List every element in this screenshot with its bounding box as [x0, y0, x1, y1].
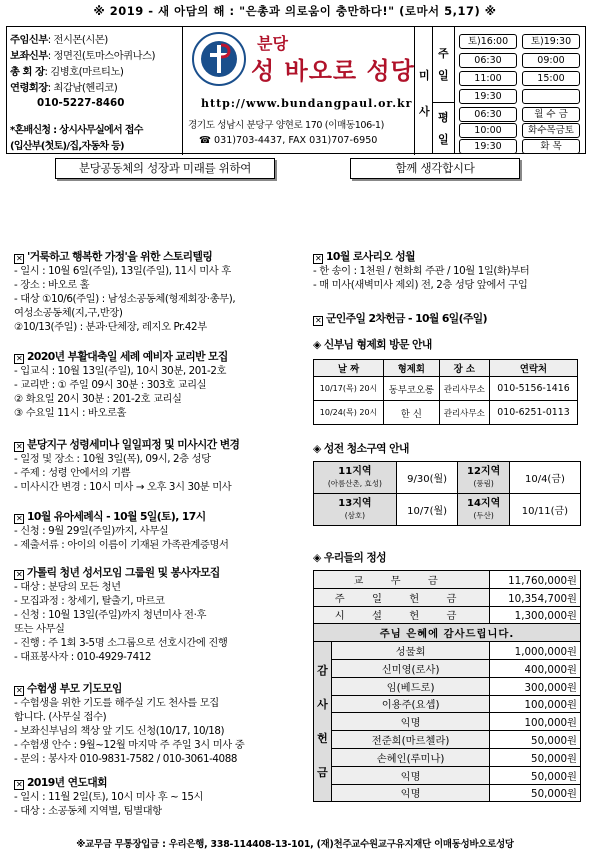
church-title-block — [185, 27, 414, 155]
table-row — [314, 695, 581, 713]
sunday-label-char: 일 — [438, 69, 449, 82]
notice-title-text: 수험생 부모 기도모임 — [27, 682, 122, 695]
checkbox-icon: ✕ — [314, 316, 322, 325]
notice-line: - 대상 : 소공동체 지역별, 팀별대항 — [14, 805, 162, 817]
contact-phone: 010-5227-8460 — [37, 97, 125, 109]
clean-zone — [314, 462, 397, 494]
notice-line: - 수험생을 위한 기도를 해주실 기도 천사를 모집 — [14, 697, 219, 709]
table-row — [314, 731, 581, 749]
donor-amount: 50,000원 — [490, 731, 581, 749]
weekday-mass-time: 월 수 금 — [522, 107, 580, 122]
right-section-heading: 함께 생각합시다 — [350, 158, 520, 179]
table-row — [314, 401, 578, 425]
left-quote-line: "오늘도 고생했어요-!!" 라는 — [81, 207, 239, 220]
clean-zone-name: 11지역 — [338, 465, 372, 477]
sunday-mass-time: 15:00 — [522, 71, 580, 86]
notice-line: - 대상 : 분당의 모든 청년 — [14, 581, 121, 593]
sunday-mass-time: 토)16:00 — [459, 34, 517, 49]
visit-cell: 010-6251-0113 — [489, 401, 577, 425]
notice-item — [14, 438, 308, 494]
left-section-heading: 분당공동체의 성장과 미래를 위하여 — [55, 158, 275, 179]
clean-date: 10/4(금) — [509, 462, 580, 494]
left-quote-line: 한마디로 에너지를 드립니다. — [81, 225, 238, 238]
visit-heading: ◈ 신부님 형제회 방문 안내 — [313, 338, 432, 351]
sunday-mass-time: 06:30 — [459, 53, 517, 68]
visit-cell: 관리사무소 — [439, 401, 489, 425]
visit-cell: 10/17(목) 20시 — [314, 377, 384, 401]
notice-line: - 주제 : 성령 안에서의 기쁨 — [14, 467, 131, 479]
notice-title — [14, 350, 308, 364]
clean-date: 10/11(금) — [509, 494, 580, 526]
clean-title: 성전 청소구역 안내 — [323, 442, 409, 455]
thanks-offering-char: 사 — [317, 697, 328, 711]
left-quote-box — [14, 170, 306, 246]
notice-line: ③ 수요일 11시 : 바오로홀 — [14, 407, 127, 419]
notice-line: - 미사시간 변경 : 10시 미사 → 오후 3시 30분 미사 — [14, 481, 232, 493]
notice-title — [14, 566, 308, 580]
donor-name: 임(베드로) — [332, 677, 490, 695]
donor-name: 손혜인(루미나) — [332, 748, 490, 766]
notice-title — [14, 250, 308, 264]
notice-item — [14, 350, 308, 420]
visit-cell: 010-5156-1416 — [489, 377, 577, 401]
table-row — [314, 462, 581, 494]
donor-name: 익명 — [332, 784, 490, 802]
weekday-mass-time: 10:00 — [459, 123, 517, 138]
sunday-mass-time: 09:00 — [522, 53, 580, 68]
staff-row — [10, 63, 123, 78]
visit-cell: 동부코오롱 — [384, 377, 439, 401]
thanks-offering-char: 헌 — [317, 731, 328, 745]
registration-line: (입산부(첫토)/집,자동차 등) — [10, 141, 124, 152]
mass-label-char: 미 — [419, 69, 430, 82]
footer-bank-info: ※교무금 무통장입금 : 우리은행, 338-114408-13-101, (재)천주교수원교구유지재단 이매동성바오로성당 — [76, 839, 514, 850]
staff-name: : 김병호(마르티노) — [44, 66, 124, 78]
checkbox-icon: ✕ — [314, 254, 322, 263]
staff-role: 총 회 장 — [10, 66, 45, 78]
church-address: 경기도 성남시 분당구 양현로 170 (이매동106-1) — [188, 120, 384, 131]
notice-line: ②10/13(주일) : 분과·단체장, 레지오 Pr.42부 — [14, 321, 207, 333]
table-row — [314, 784, 581, 802]
notice-line: - 매 미사(새벽미사 제외) 전, 2층 성당 앞에서 구입 — [313, 279, 528, 291]
notice-title-text: 2020년 부활대축일 세례 예비자 교리반 모집 — [27, 350, 228, 363]
table-row — [314, 377, 578, 401]
clean-zone — [458, 462, 510, 494]
table-row — [314, 571, 581, 589]
checkbox-icon: ✕ — [15, 780, 23, 789]
donor-amount: 50,000원 — [490, 784, 581, 802]
notice-title — [14, 682, 308, 696]
checkbox-icon: ✕ — [15, 254, 23, 263]
donor-amount: 300,000원 — [490, 677, 581, 695]
notice-line: - 보좌신부님의 책상 앞 기도 신청(10/17, 10/18) — [14, 725, 225, 737]
clean-zone — [314, 494, 397, 526]
staff-name: : 정면진(토마스아퀴나스) — [47, 50, 156, 62]
offering-label: 교 무 금 — [314, 571, 490, 589]
notice-line: - 문의 : 봉사자 010-9831-7582 / 010-3061-4088 — [14, 753, 238, 765]
staff-role: 연령회장 — [10, 82, 48, 94]
staff-row — [10, 31, 108, 46]
thanks-offering-char: 금 — [317, 765, 328, 779]
right-quote-line: 나의 신앙생활 : — [405, 189, 491, 202]
notice-item — [14, 250, 308, 334]
table-row — [314, 588, 581, 606]
staff-row — [10, 47, 155, 62]
notice-line: 또는 사무실 — [14, 623, 65, 635]
offering-amount: 1,300,000원 — [490, 606, 581, 624]
clean-heading: ◈ 성전 청소구역 안내 — [313, 442, 409, 455]
clean-date: 9/30(월) — [396, 462, 458, 494]
donor-amount: 400,000원 — [490, 659, 581, 677]
fund-title: 우리들의 정성 — [323, 551, 387, 564]
staff-role: 보좌신부 — [10, 50, 48, 62]
table-row — [314, 677, 581, 695]
notice-title-text: '거룩하고 행복한 가정'을 위한 스토리텔링 — [27, 250, 213, 263]
clean-zone-area: (아름산촌, 효성) — [327, 478, 382, 488]
notice-line: - 입교식 : 10월 13일(주일), 10시 30분, 201-2호 — [14, 365, 227, 377]
notice-item — [313, 312, 583, 326]
staff-name: : 전시몬(시몬) — [47, 34, 108, 46]
donor-amount: 50,000원 — [490, 748, 581, 766]
visit-title: 신부님 형제회 방문 안내 — [323, 338, 432, 351]
notice-title — [14, 438, 308, 452]
checkbox-icon: ✕ — [15, 514, 23, 523]
notice-line: - 신청 : 9월 29일(주일)까지, 사무실 — [14, 525, 169, 537]
thanks-offering-char: 감 — [317, 663, 328, 677]
registration-note — [10, 123, 143, 155]
table-row — [314, 642, 581, 660]
sunday-mass-time: 11:00 — [459, 71, 517, 86]
staff-info — [7, 27, 183, 155]
mass-schedule — [414, 27, 585, 155]
weekday-mass-time: 화 목 — [522, 139, 580, 154]
visit-header-cell: 장 소 — [439, 360, 489, 377]
checkbox-icon: ✕ — [15, 570, 23, 579]
weekday-label-char: 평 — [438, 111, 449, 124]
weekday-mass-time: 06:30 — [459, 107, 517, 122]
visit-cell: 10/24(목) 20시 — [314, 401, 384, 425]
offering-label: 시 설 헌 금 — [314, 606, 490, 624]
notice-title-text: 10월 유아세례식 - 10월 5일(토), 17시 — [27, 510, 206, 523]
visit-table — [313, 359, 578, 425]
sunday-mass-time — [522, 89, 580, 104]
donor-amount: 50,000원 — [490, 766, 581, 784]
notice-line: - 모집과정 : 창세기, 탈출기, 마르코 — [14, 595, 165, 607]
notice-line: - 대표봉사자 : 010-4929-7412 — [14, 651, 152, 663]
notice-title-text: 10월 로사리오 성월 — [326, 250, 415, 263]
clean-zone-name: 13지역 — [338, 497, 372, 509]
donor-name: 전준희(마르첼라) — [332, 731, 490, 749]
clean-date: 10/7(월) — [396, 494, 458, 526]
weekday-label — [433, 103, 455, 153]
notice-item — [313, 250, 583, 292]
clean-zone-name: 14지역 — [467, 497, 501, 509]
table-row — [314, 659, 581, 677]
notice-line: - 일시 : 10월 6일(주일), 13일(주일), 11시 미사 후 — [14, 265, 231, 277]
donor-name: 성물회 — [332, 642, 490, 660]
weekday-mass-time: 19:30 — [459, 139, 517, 154]
notice-item — [14, 682, 308, 766]
visit-header-cell: 연락처 — [489, 360, 577, 377]
church-logo-icon — [191, 31, 247, 87]
notice-item — [14, 566, 308, 664]
notice-title — [313, 250, 583, 264]
staff-role: 주임신부 — [10, 34, 48, 46]
donor-name: 신미영(로사) — [332, 659, 490, 677]
yearly-motto-banner: ※ 2019 - 새 아담의 해 : "은총과 의로움이 충만하다!" (로마서 5,17) ※ — [93, 4, 497, 18]
donor-name: 익명 — [332, 766, 490, 784]
mass-label — [415, 27, 433, 153]
offering-label: 주 일 헌 금 — [314, 588, 490, 606]
visit-header-cell: 날 짜 — [314, 360, 384, 377]
right-quote-box — [313, 170, 583, 246]
notice-title — [14, 510, 308, 524]
clean-zone-area: (풍림) — [473, 478, 494, 488]
clean-zone-area: (두산) — [473, 510, 494, 520]
sunday-label-char: 주 — [438, 47, 449, 60]
notice-line: - 장소 : 바오로 홀 — [14, 279, 90, 291]
donor-amount: 100,000원 — [490, 695, 581, 713]
bulletin-header — [6, 26, 586, 154]
notice-line: - 일정 및 장소 : 10월 3일(목), 09시, 2층 성당 — [14, 453, 211, 465]
church-website-link[interactable]: http://www.bundangpaul.or.kr — [201, 97, 413, 110]
checkbox-icon: ✕ — [15, 354, 23, 363]
thanks-title: 주님 은혜에 감사드립니다. — [314, 624, 581, 642]
sunday-mass-time: 토)19:30 — [522, 34, 580, 49]
table-row — [314, 606, 581, 624]
notice-line: - 교리반 : ① 주일 09시 30분 : 303호 교리실 — [14, 379, 207, 391]
registration-line: *혼배신청 : 상시사무실에서 접수 — [10, 125, 143, 136]
clean-zone-name: 12지역 — [467, 465, 501, 477]
table-row — [314, 494, 581, 526]
thanks-row — [314, 624, 581, 642]
fund-heading: ◈ 우리들의 정성 — [313, 551, 387, 564]
mass-label-char: 사 — [419, 105, 430, 118]
sunday-label — [433, 27, 455, 103]
staff-row — [10, 79, 117, 94]
notice-line: 여성소공동체(지,구,반장) — [14, 307, 123, 319]
notice-line: - 진행 : 주 1회 3-5명 소그룹으로 선호시간에 진행 — [14, 637, 228, 649]
notice-title-text: 분당지구 성령세미나 일일피정 및 미사시간 변경 — [27, 438, 240, 451]
notice-title — [313, 312, 583, 326]
donor-amount: 100,000원 — [490, 713, 581, 731]
visit-cell: 관리사무소 — [439, 377, 489, 401]
weekday-mass-time: 화수목금토 — [522, 123, 580, 138]
notice-title — [14, 776, 308, 790]
notice-title-text: 2019년 연도대회 — [27, 776, 107, 789]
visit-header-cell: 형제회 — [384, 360, 439, 377]
church-title-small: 분당 — [257, 34, 288, 53]
donor-amount: 1,000,000원 — [490, 642, 581, 660]
notice-title-text: 군인주일 2차헌금 - 10월 6일(주일) — [326, 312, 487, 325]
clean-zone — [458, 494, 510, 526]
notice-line: 합니다. (사무실 접수) — [14, 711, 107, 723]
offering-amount: 10,354,700원 — [490, 588, 581, 606]
thanks-offering-label — [314, 642, 332, 802]
cleaning-schedule-table — [313, 461, 581, 526]
table-row — [314, 766, 581, 784]
weekday-label-char: 일 — [438, 133, 449, 146]
table-row — [314, 713, 581, 731]
notice-line: - 대상 ①10/6(주일) : 남성소공동체(형제회장·총무), — [14, 293, 236, 305]
notice-line: ② 화요일 20시 30분 : 201-2호 교리실 — [14, 393, 182, 405]
right-quote-line: 서로를 기억합니다. — [395, 225, 500, 238]
notice-title-text: 가톨릭 청년 성서모임 그룹원 및 봉사자모집 — [27, 566, 220, 579]
offering-table — [313, 570, 581, 802]
notice-line: - 일시 : 11월 2일(토), 10시 미사 후 ~ 15시 — [14, 791, 204, 803]
left-quote-line: 2019 : 새 아담을 위하여 - — [85, 189, 235, 202]
donor-name: 익명 — [332, 713, 490, 731]
checkbox-icon: ✕ — [15, 686, 23, 695]
clean-zone-area: (삼호) — [344, 510, 366, 520]
notice-line: - 제출서류 : 아이의 이름이 기재된 가족관계증명서 — [14, 539, 229, 551]
right-quote-line: 대부 · 대모 / 대자 · 대녀 — [379, 207, 517, 220]
donor-name: 이용주(요셉) — [332, 695, 490, 713]
notice-line: - 신청 : 10월 13일(주일)까지 청년미사 전·후 — [14, 609, 206, 621]
staff-name: : 최갑남(헨리코) — [47, 82, 118, 94]
offering-amount: 11,760,000원 — [490, 571, 581, 589]
table-row — [314, 748, 581, 766]
notice-line: - 한 송이 : 1천원 / 현화회 주관 / 10월 1일(화)부터 — [313, 265, 530, 277]
visit-cell: 한 신 — [384, 401, 439, 425]
notice-item — [14, 510, 308, 552]
church-title: 성 바오로 성당 — [251, 57, 415, 85]
church-contact: ☎ 031)703-4437, FAX 031)707-6950 — [199, 135, 378, 146]
notice-line: - 수험생 안수 : 9월~12월 마지막 주 주일 3시 미사 중 — [14, 739, 245, 751]
notice-item — [14, 776, 308, 818]
visit-header-row — [314, 360, 578, 377]
sunday-mass-time: 19:30 — [459, 89, 517, 104]
checkbox-icon: ✕ — [15, 442, 23, 451]
